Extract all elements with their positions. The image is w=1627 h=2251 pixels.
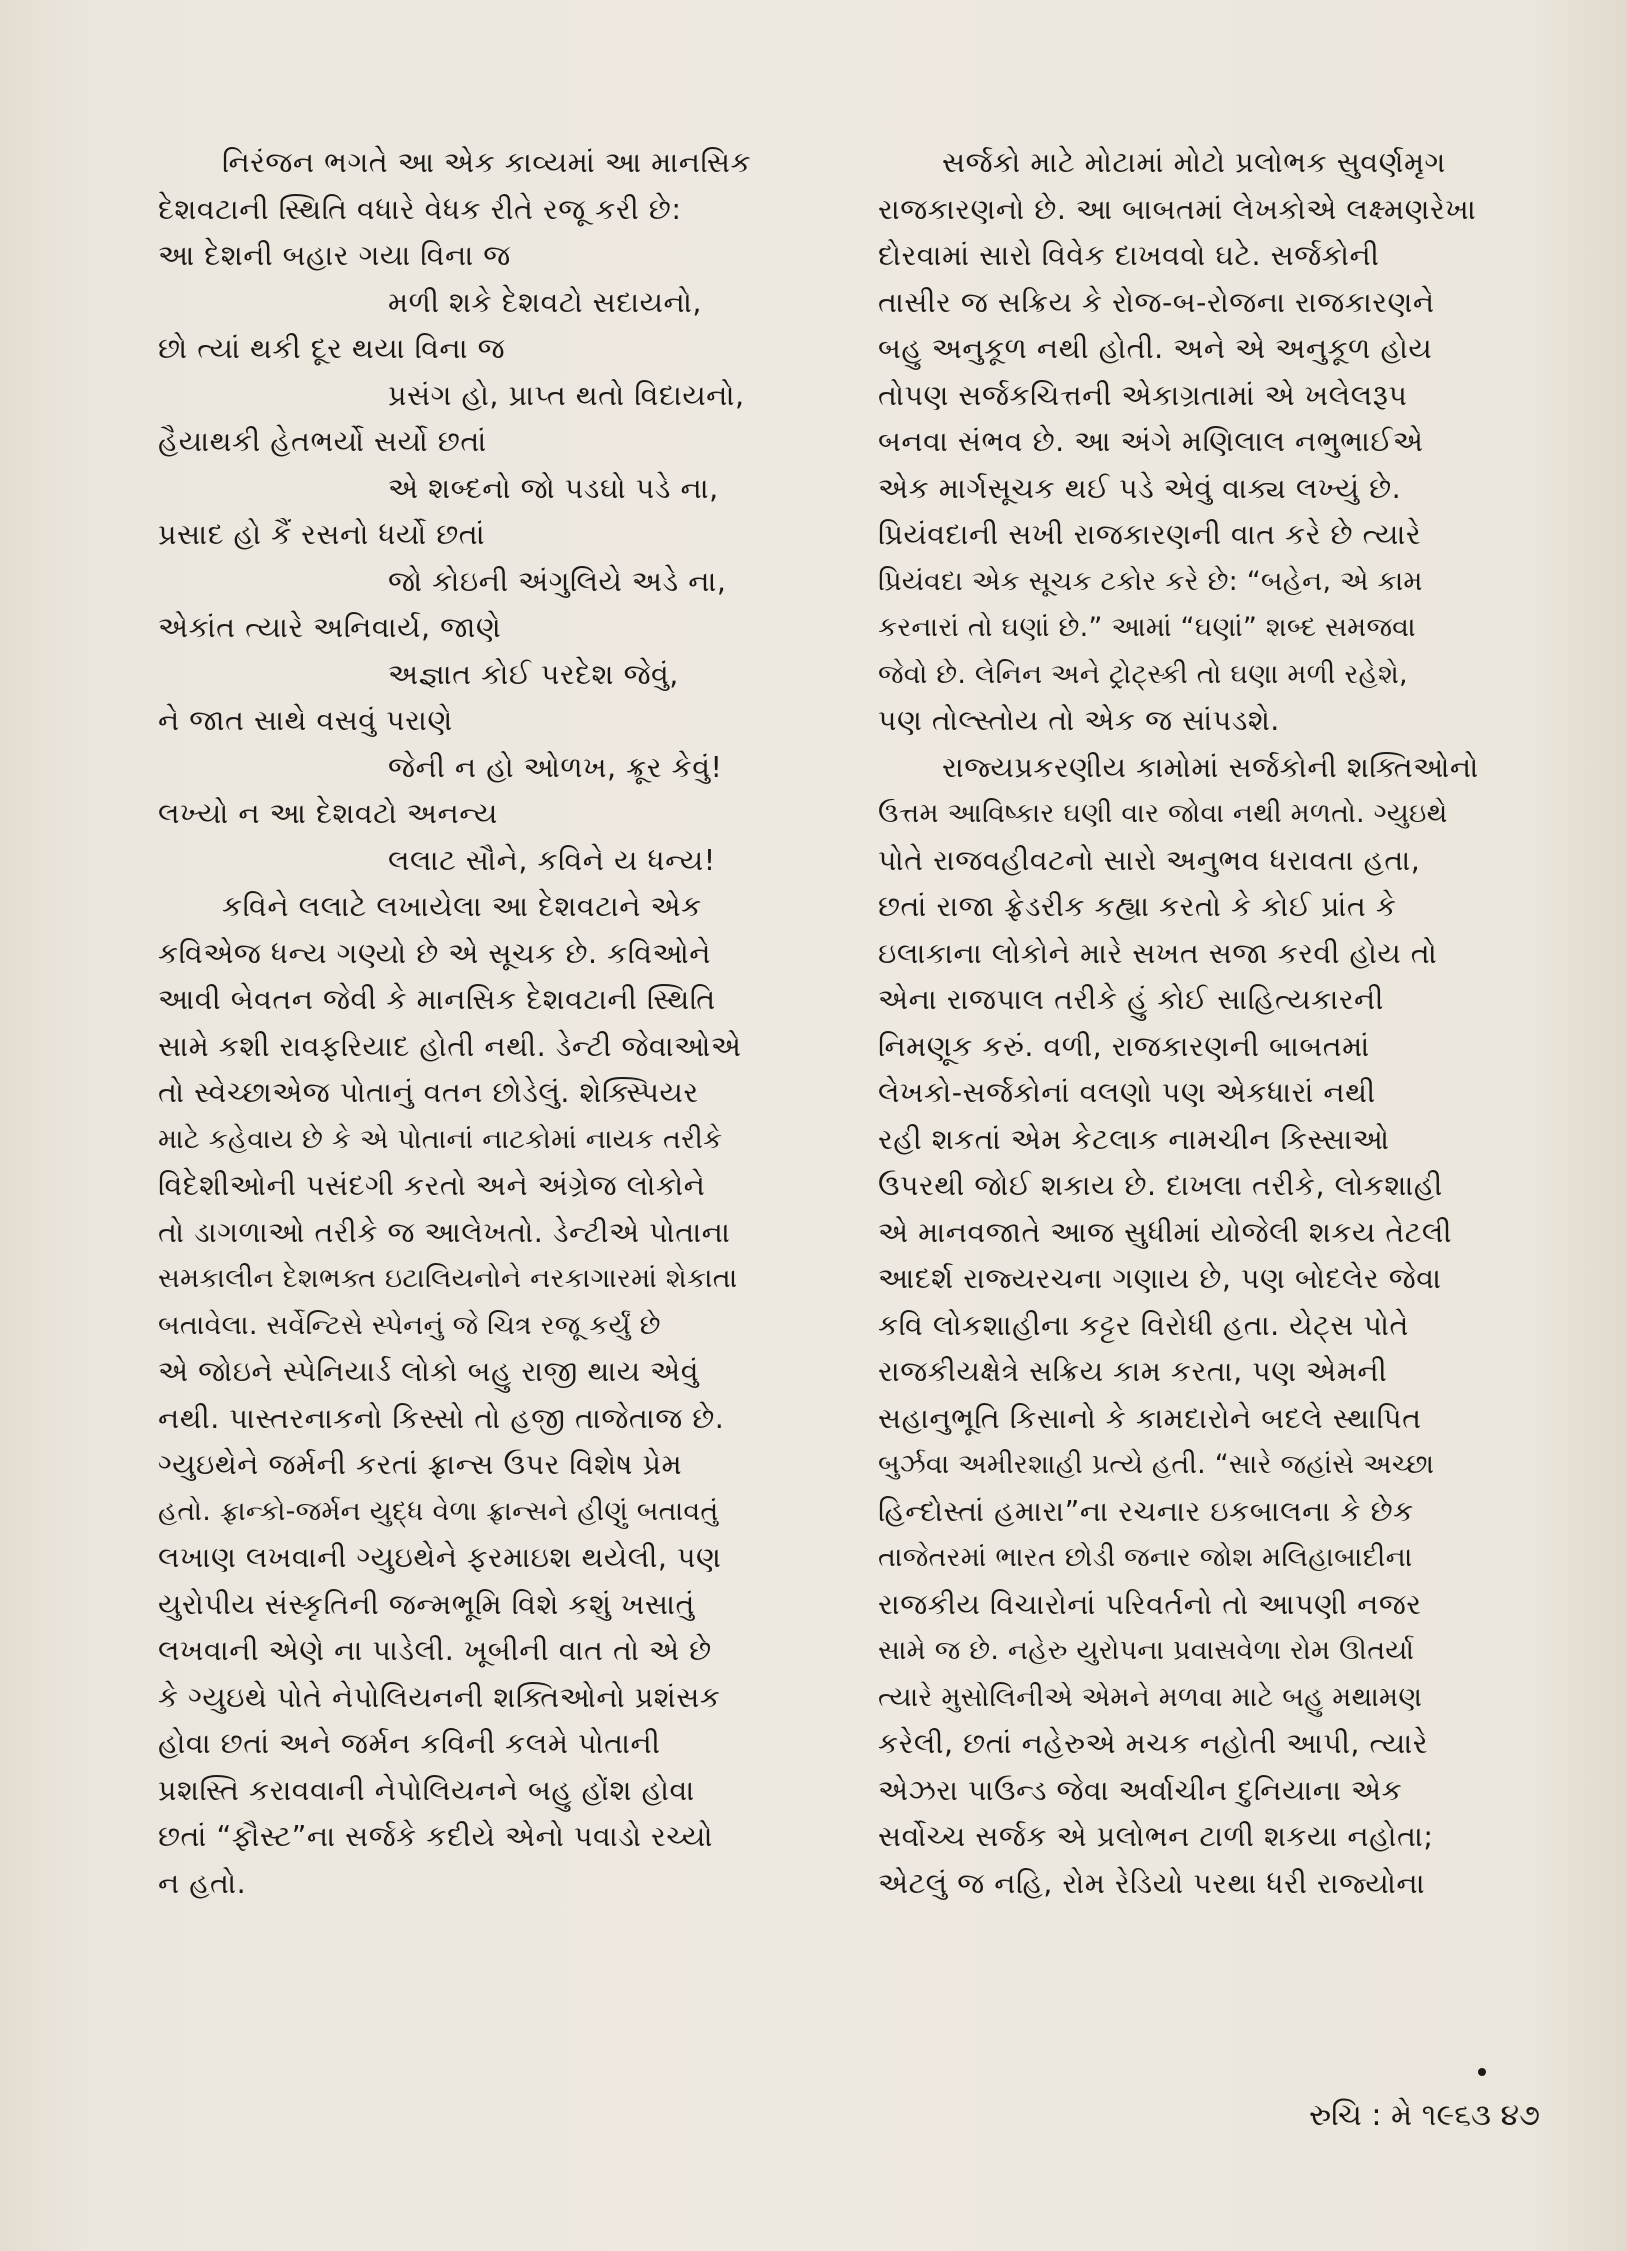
text-line: સર્વોચ્ચ સર્જક એ પ્રલોભન ટાળી શકયા નહોતા; — [878, 1820, 1434, 1853]
text-line: તાસીર જ સક્રિય કે રોજ-બ-રોજના રાજકારણને — [878, 285, 1435, 319]
text-line: હૈયાથકી હેતભર્યો સર્યો છતાં — [158, 425, 487, 458]
text-line: તોપણ સર્જકચિત્તની એકાગ્રતામાં એ ખલેલરૂપ — [878, 378, 1408, 412]
text-line: હિન્દોસ્તાં હમારા”ના રચનાર ઇકબાલના કે છેક — [878, 1494, 1414, 1528]
text-line: લેખકો-સર્જકોનાં વલણો પણ એકધારાં નથી — [878, 1076, 1376, 1109]
text-line: રાજકારણનો છે. આ બાબતમાં લેખકોએ લક્ષ્મણરેખા — [878, 192, 1477, 226]
text-line: વિદેશીઓની પસંદગી કરતો અને અંગ્રેજ લોકોને — [158, 1169, 706, 1202]
text-line: રાજ્યપ્રકરણીય કામોમાં સર્જકોની શક્તિઓનો — [942, 750, 1479, 784]
text-line: લખવાની એણે ના પાડેલી. ખૂબીની વાત તો એ છે — [158, 1634, 712, 1667]
text-line: નથી. પાસ્તરનાકનો કિસ્સો તો હજી તાજેતાજ છે. — [158, 1401, 725, 1435]
text-line: દેશવટાની સ્થિતિ વધારે વેધક રીતે રજૂ કરી છે: — [158, 192, 682, 226]
text-line: કરેલી, છતાં નહેરુએ મચક નહોતી આપી, ત્યારે — [878, 1727, 1428, 1760]
text-line: એ જોઇને સ્પેનિયાર્ડ લોકો બહુ રાજી થાય એવું — [158, 1355, 699, 1388]
text-line: નિરંજન ભગતે આ એક કાવ્યમાં આ માનસિક — [222, 146, 752, 179]
text-line: તાજેતરમાં ભારત છોડી જનાર જોશ મલિહાબાદીના — [878, 1542, 1413, 1573]
text-line: હોવા છતાં અને જર્મન કવિની કલમે પોતાની — [158, 1727, 661, 1760]
text-line: એઝરા પાઉન્ડ જેવા અર્વાચીન દુનિયાના એક — [878, 1773, 1403, 1807]
text-line: પ્રસંગ હો, પ્રાપ્ત થતો વિદાયનો, — [388, 378, 745, 412]
text-line: ગ્યુઇથેને જર્મની કરતાં ફ્રાન્સ ઉપર વિશેષ પ્રેમ — [158, 1448, 683, 1481]
left-text-column — [158, 140, 808, 1907]
text-line: જેની ન હો ઓળખ, ક્રૂર કેવું! — [388, 750, 723, 784]
text-line: છતાં રાજા ફ્રેડરીક કહ્યા કરતો કે કોઈ પ્રાંત કે — [878, 890, 1397, 923]
text-line: સહાનુભૂતિ કિસાનો કે કામદારોને બદલે સ્થાપિત — [878, 1401, 1422, 1435]
text-line: ઉત્તમ આવિષ્કાર ઘણી વાર જોવા નથી મળતો. ગ્યુઇથે — [878, 798, 1448, 829]
text-line: પણ તોલ્સ્તોય તો એક જ સાંપડશે. — [878, 704, 1280, 737]
text-line: જો કોઇની અંગુલિયે અડે ના, — [388, 564, 727, 598]
text-line: દોરવામાં સારો વિવેક દાખવવો ઘટે. સર્જકોની — [878, 239, 1380, 272]
text-line: આદર્શ રાજ્યરચના ગણાય છે, પણ બોદલેર જેવા — [878, 1262, 1442, 1295]
text-line: કવિ લોકશાહીના કટ્ટર વિરોધી હતા. યેટ્સ પોતે — [878, 1308, 1409, 1342]
text-line: પ્રશસ્તિ કરાવવાની નેપોલિયનને બહુ હોંશ હોવા — [158, 1773, 695, 1807]
text-line: તો ડાગળાઓ તરીકે જ આલેખતો. ડેન્ટીએ પોતાના — [158, 1215, 731, 1249]
text-line: તો સ્વેચ્છાએજ પોતાનું વતન છોડેલું. શેક્સ્પિયર — [158, 1076, 699, 1109]
text-line: એ માનવજાતે આજ સુધીમાં યોજેલી શકય તેટલી — [878, 1215, 1453, 1249]
text-line: કવિને લલાટે લખાયેલા આ દેશવટાને એક — [222, 890, 702, 923]
text-line: સામે જ છે. નહેરુ યુરોપના પ્રવાસવેળા રોમ ઊતર્યા — [878, 1635, 1415, 1666]
text-line: ઇલાકાના લોકોને મારે સખત સજા કરવી હોય તો — [878, 936, 1438, 970]
text-line: સમકાલીન દેશભક્ત ઇટાલિયનોને નરકાગારમાં શેકાતા — [158, 1263, 738, 1294]
page-footer: રુચિ : મે ૧૯૬૩ ૪૭ — [1309, 2098, 1540, 2133]
text-line: સર્જકો માટે મોટામાં મોટો પ્રલોભક સુવર્ણમૃગ — [942, 146, 1446, 179]
text-line: જેવો છે. લેનિન અને ટ્રોટ્સ્કી તો ઘણા મળી રહેશે, — [878, 658, 1408, 690]
text-line: એટલું જ નહિ, રોમ રેડિયો પરથા ધરી રાજ્યોના — [878, 1866, 1426, 1900]
text-line: લખ્યો ન આ દેશવટો અનન્ય — [158, 797, 498, 830]
text-line: ઉપરથી જોઈ શકાય છે. દાખલા તરીકે, લોકશાહી — [878, 1169, 1443, 1202]
text-line: બતાવેલા. સર્વેન્ટિસે સ્પેનનું જે ચિત્ર રજૂ કર્યું છે — [158, 1309, 661, 1341]
text-line: આવી બેવતન જેવી કે માનસિક દેશવટાની સ્થિતિ — [158, 983, 716, 1016]
text-line: માટે કહેવાય છે કે એ પોતાનાં નાટકોમાં નાયક તરીકે — [158, 1123, 723, 1155]
text-line: હતો. ફ્રાન્કો-જર્મન યુદ્ધ વેળા ફ્રાન્સને હીણું બતાવતું — [158, 1495, 719, 1527]
text-line: પ્રસાદ હો કૈં રસનો ધર્યો છતાં — [158, 518, 486, 551]
text-line: એના રાજપાલ તરીકે હું કોઈ સાહિત્યકારની — [878, 983, 1384, 1016]
text-line: નિમણૂક કરું. વળી, રાજકારણની બાબતમાં — [878, 1029, 1370, 1063]
text-line: પ્રિયંવદા એક સૂચક ટકોર કરે છે: “બહેન, એ કામ — [878, 565, 1423, 597]
text-line: રાજકીયક્ષેત્રે સક્રિય કામ કરતા, પણ એમની — [878, 1355, 1388, 1388]
text-line: એકાંત ત્યારે અનિવાર્ય, જાણે — [158, 611, 502, 644]
text-line: રાજકીય વિચારોનાં પરિવર્તનો તો આપણી નજર — [878, 1587, 1422, 1621]
text-line: એ શબ્દનો જો પડઘો પડે ના, — [388, 471, 719, 505]
text-line: છતાં “ફૌસ્ટ”ના સર્જકે કદીયે એનો પવાડો રચ્યો — [158, 1820, 713, 1853]
text-line: એક માર્ગસૂચક થઈ પડે એવું વાક્ય લખ્યું છે. — [878, 471, 1402, 505]
text-line: મળી શકે દેશવટો સદાયનો, — [388, 285, 702, 319]
text-line: કે ગ્યુઇથે પોતે નેપોલિયનની શક્તિઓનો પ્રશંસક — [158, 1680, 721, 1714]
text-line: રહી શકતાં એમ કેટલાક નામચીન કિસ્સાઓ — [878, 1122, 1390, 1156]
text-line: આ દેશની બહાર ગયા વિના જ — [158, 239, 511, 272]
text-line: છો ત્યાં થકી દૂર થયા વિના જ — [158, 332, 506, 365]
text-line: બનવા સંભવ છે. આ અંગે મણિલાલ નભુભાઈએ — [878, 425, 1424, 458]
text-line: પોતે રાજવહીવટનો સારો અનુભવ ધરાવતા હતા, — [878, 843, 1421, 877]
text-line: કરનારાં તો ઘણાં છે.” આમાં “ઘણાં” શબ્દ સમજવા — [878, 612, 1416, 643]
ink-dot — [1478, 2068, 1486, 2076]
text-line: કવિએજ ધન્ય ગણ્યો છે એ સૂચક છે. કવિઓને — [158, 936, 711, 970]
text-line: સામે કશી રાવફરિયાદ હોતી નથી. ડેન્ટી જેવાઓએ — [158, 1029, 742, 1063]
text-line: ન હતો. — [158, 1866, 247, 1900]
text-line: પ્રિયંવદાની સખી રાજકારણની વાત કરે છે ત્યારે — [878, 518, 1422, 551]
right-text-column — [878, 140, 1530, 1907]
text-line: ને જાત સાથે વસવું પરાણે — [158, 704, 453, 737]
text-line: બહુ અનુકૂળ નથી હોતી. અને એ અનુકૂળ હોય — [878, 332, 1433, 365]
text-line: બુર્ઝવા અમીરશાહી પ્રત્યે હતી. “સારે જહાંસે અચ્છા — [878, 1449, 1435, 1480]
text-line: યુરોપીય સંસ્કૃતિની જન્મભૂમિ વિશે કશું ખસાતું — [158, 1587, 695, 1621]
text-line: લખાણ લખવાની ગ્યુઇથેને ફરમાઇશ થયેલી, પણ — [158, 1541, 722, 1574]
text-line: લલાટ સૌને, કવિને ય ધન્ય! — [388, 843, 716, 877]
text-line: ત્યારે મુસોલિનીએ એમને મળવા માટે બહુ મથામણ — [878, 1681, 1423, 1713]
text-line: અજ્ઞાત કોઈ પરદેશ જેવું, — [388, 657, 679, 691]
